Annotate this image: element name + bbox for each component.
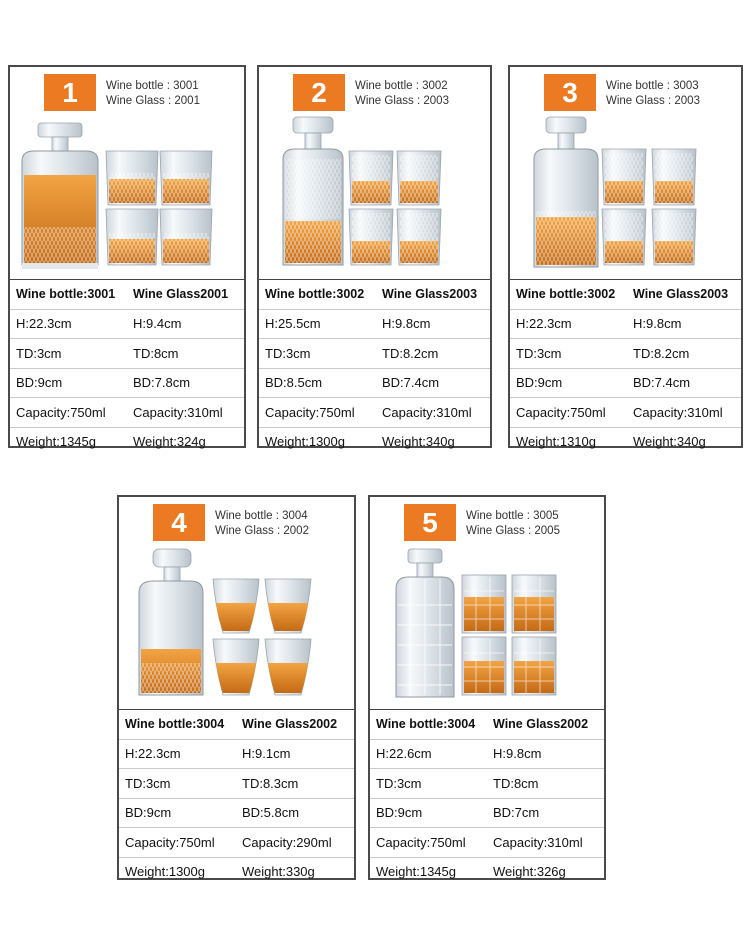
- number-badge: 3: [544, 74, 596, 111]
- decanter: [283, 117, 343, 265]
- bottle-model: Wine bottle:3002: [516, 287, 616, 302]
- model-codes: [106, 79, 200, 109]
- decanter: [534, 117, 598, 267]
- bottle-model: Wine bottle:3004: [125, 717, 225, 732]
- glass-code: Wine Glass : 2001: [106, 95, 200, 107]
- model-codes: [355, 79, 449, 109]
- spec-row: TD:3cm TD:8cm: [370, 768, 604, 798]
- spec-row: H:22.6cm H:9.8cm: [370, 739, 604, 769]
- spec-row: Weight:1300g Weight:330g: [119, 857, 354, 887]
- spec-row: H:22.3cm H:9.8cm: [510, 309, 741, 339]
- glass-model: Wine Glass2001: [133, 287, 229, 302]
- product-card-1: [8, 65, 246, 448]
- model-codes: [606, 79, 700, 109]
- spec-row: TD:3cm TD:8.2cm: [259, 338, 490, 368]
- number-badge: 4: [153, 504, 205, 541]
- spec-header: [119, 710, 354, 739]
- product-photo: [119, 497, 354, 709]
- glass-code: Wine Glass : 2003: [355, 95, 449, 107]
- spec-row: BD:9cm BD:5.8cm: [119, 798, 354, 828]
- glass-code: Wine Glass : 2002: [215, 525, 309, 537]
- spec-row: BD:9cm BD:7.4cm: [510, 368, 741, 398]
- spec-row: H:22.3cm H:9.1cm: [119, 739, 354, 769]
- bottle-model: Wine bottle:3002: [265, 287, 365, 302]
- decanter-set-image: [510, 115, 741, 279]
- decanter-set-image: [10, 115, 244, 279]
- bottle-model: Wine bottle:3001: [16, 287, 116, 302]
- spec-row: Capacity:750ml Capacity:310ml: [259, 397, 490, 427]
- decanter-set-image: [370, 545, 604, 709]
- decanter: [396, 549, 454, 697]
- spec-row: H:22.3cm H:9.4cm: [10, 309, 244, 339]
- model-codes: [466, 509, 560, 539]
- bottle-code: Wine bottle : 3001: [106, 80, 199, 92]
- spec-row: Capacity:750ml Capacity:310ml: [370, 827, 604, 857]
- product-card-5: [368, 495, 606, 880]
- bottle-code: Wine bottle : 3003: [606, 80, 699, 92]
- model-codes: [215, 509, 309, 539]
- spec-table: [10, 279, 244, 456]
- spec-row: Weight:1300g Weight:340g: [259, 427, 490, 457]
- decanter: [139, 549, 203, 695]
- spec-row: Weight:1345g Weight:324g: [10, 427, 244, 457]
- spec-header: [259, 280, 490, 309]
- spec-header: [10, 280, 244, 309]
- spec-row: TD:3cm TD:8.2cm: [510, 338, 741, 368]
- product-card-2: [257, 65, 492, 448]
- spec-table: [119, 709, 354, 886]
- spec-row: BD:9cm BD:7.8cm: [10, 368, 244, 398]
- bottle-code: Wine bottle : 3004: [215, 510, 308, 522]
- product-photo: [510, 67, 741, 279]
- spec-table: [510, 279, 741, 456]
- spec-header: [370, 710, 604, 739]
- decanter-set-image: [259, 115, 490, 279]
- spec-header: [510, 280, 741, 309]
- spec-row: Capacity:750ml Capacity:290ml: [119, 827, 354, 857]
- spec-row: BD:9cm BD:7cm: [370, 798, 604, 828]
- glass-model: Wine Glass2003: [382, 287, 478, 302]
- glasses: [602, 149, 696, 265]
- glasses: [213, 579, 311, 695]
- bottle-code: Wine bottle : 3005: [466, 510, 559, 522]
- spec-row: Capacity:750ml Capacity:310ml: [510, 397, 741, 427]
- product-photo: [259, 67, 490, 279]
- product-photo: [370, 497, 604, 709]
- decanter-set-image: [119, 545, 354, 709]
- spec-table: [370, 709, 604, 886]
- number-badge: 5: [404, 504, 456, 541]
- glasses: [106, 151, 212, 265]
- bottle-model: Wine bottle:3004: [376, 717, 476, 732]
- glass-model: Wine Glass2003: [633, 287, 729, 302]
- glasses: [349, 151, 441, 265]
- number-badge: 1: [44, 74, 96, 111]
- spec-row: H:25.5cm H:9.8cm: [259, 309, 490, 339]
- spec-row: Weight:1345g Weight:326g: [370, 857, 604, 887]
- glass-code: Wine Glass : 2003: [606, 95, 700, 107]
- glass-model: Wine Glass2002: [242, 717, 338, 732]
- bottle-code: Wine bottle : 3002: [355, 80, 448, 92]
- spec-row: Weight:1310g Weight:340g: [510, 427, 741, 457]
- glasses: [462, 575, 556, 695]
- spec-row: BD:8.5cm BD:7.4cm: [259, 368, 490, 398]
- number-badge: 2: [293, 74, 345, 111]
- spec-row: Capacity:750ml Capacity:310ml: [10, 397, 244, 427]
- glass-model: Wine Glass2002: [493, 717, 589, 732]
- product-card-3: [508, 65, 743, 448]
- glass-code: Wine Glass : 2005: [466, 525, 560, 537]
- product-card-4: [117, 495, 356, 880]
- spec-row: TD:3cm TD:8cm: [10, 338, 244, 368]
- product-photo: [10, 67, 244, 279]
- spec-row: TD:3cm TD:8.3cm: [119, 768, 354, 798]
- decanter: [22, 123, 98, 269]
- spec-table: [259, 279, 490, 456]
